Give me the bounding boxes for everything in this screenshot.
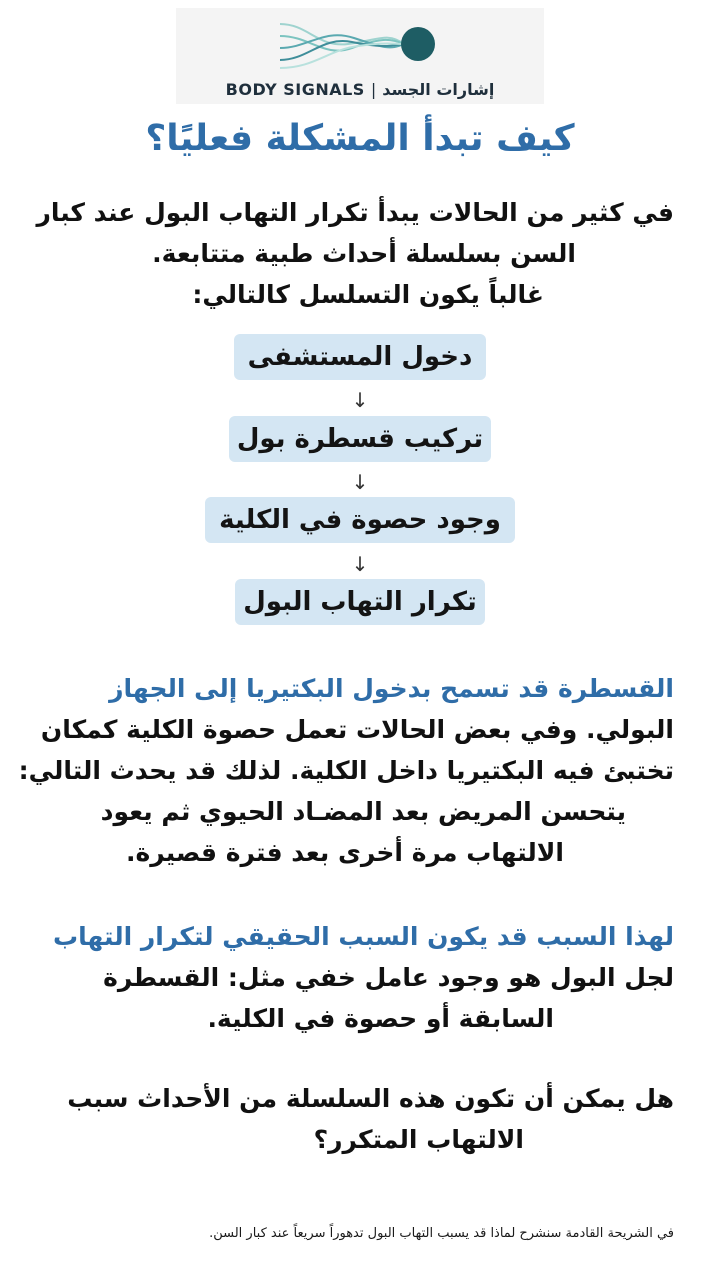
body-line: السابقة أو حصوة في الكلية. [207,1004,554,1033]
down-arrow-icon: ↓ [351,470,369,494]
page-title: كيف تبدأ المشكلة فعليًا؟ [145,118,575,159]
flow-step-urinary-catheter: تركيب قسطرة بول [229,416,491,462]
neural-waves-logo-icon [278,14,442,74]
closing-question [14,1078,674,1160]
body-line: يتحسن المريض بعد المضـاد الحيوي ثم يعود [100,797,626,826]
intro-line: في كثير من الحالات يبدأ تكرار التهاب البول عند كبار [36,198,674,227]
intro-paragraph [34,192,674,315]
body-line: الالتهاب مرة أخرى بعد فترة قصيرة. [126,838,564,867]
intro-line: السن بسلسلة أحداث طبية متتابعة. [152,239,576,268]
body-line: لجل البول هو وجود عامل خفي مثل: القسطرة [103,963,674,992]
brand-name-ar: إشارات الجسد [382,80,495,99]
brand-separator: | [370,80,377,99]
down-arrow-icon: ↓ [351,388,369,412]
flow-step-hospital-admission: دخول المستشفى [234,334,486,380]
question-line: هل يمكن أن تكون هذه السلسلة من الأحداث سبب [67,1084,674,1113]
highlight-line: القسطرة قد تسمح بدخول البكتيريا إلى الجهاز [109,674,674,703]
highlight-line: لهذا السبب قد يكون السبب الحقيقي لتكرار التهاب [53,922,674,951]
flow-step-recurrent-uti: تكرار التهاب البول [235,579,485,625]
question-line: الالتهاب المتكرر؟ [313,1125,524,1154]
brand-logo [176,8,544,104]
catheter-explanation [14,668,674,873]
hidden-cause-explanation [14,916,674,1039]
down-arrow-icon: ↓ [351,552,369,576]
body-line: تختبئ فيه البكتيريا داخل الكلية. لذلك قد يحدث التالي: [18,756,674,785]
flow-step-kidney-stone: وجود حصوة في الكلية [205,497,515,543]
next-slide-note: في الشريحة القادمة سنشرح لماذا قد يسبب التهاب البول تدهوراً سريعاً عند كبار السن. [209,1226,674,1241]
brand-name-en: BODY SIGNALS [225,80,365,99]
brand-name [176,80,544,99]
body-line: البولي. وفي بعض الحالات تعمل حصوة الكلية كمكان [40,715,674,744]
intro-line: غالباً يكون التسلسل كالتالي: [192,280,544,309]
